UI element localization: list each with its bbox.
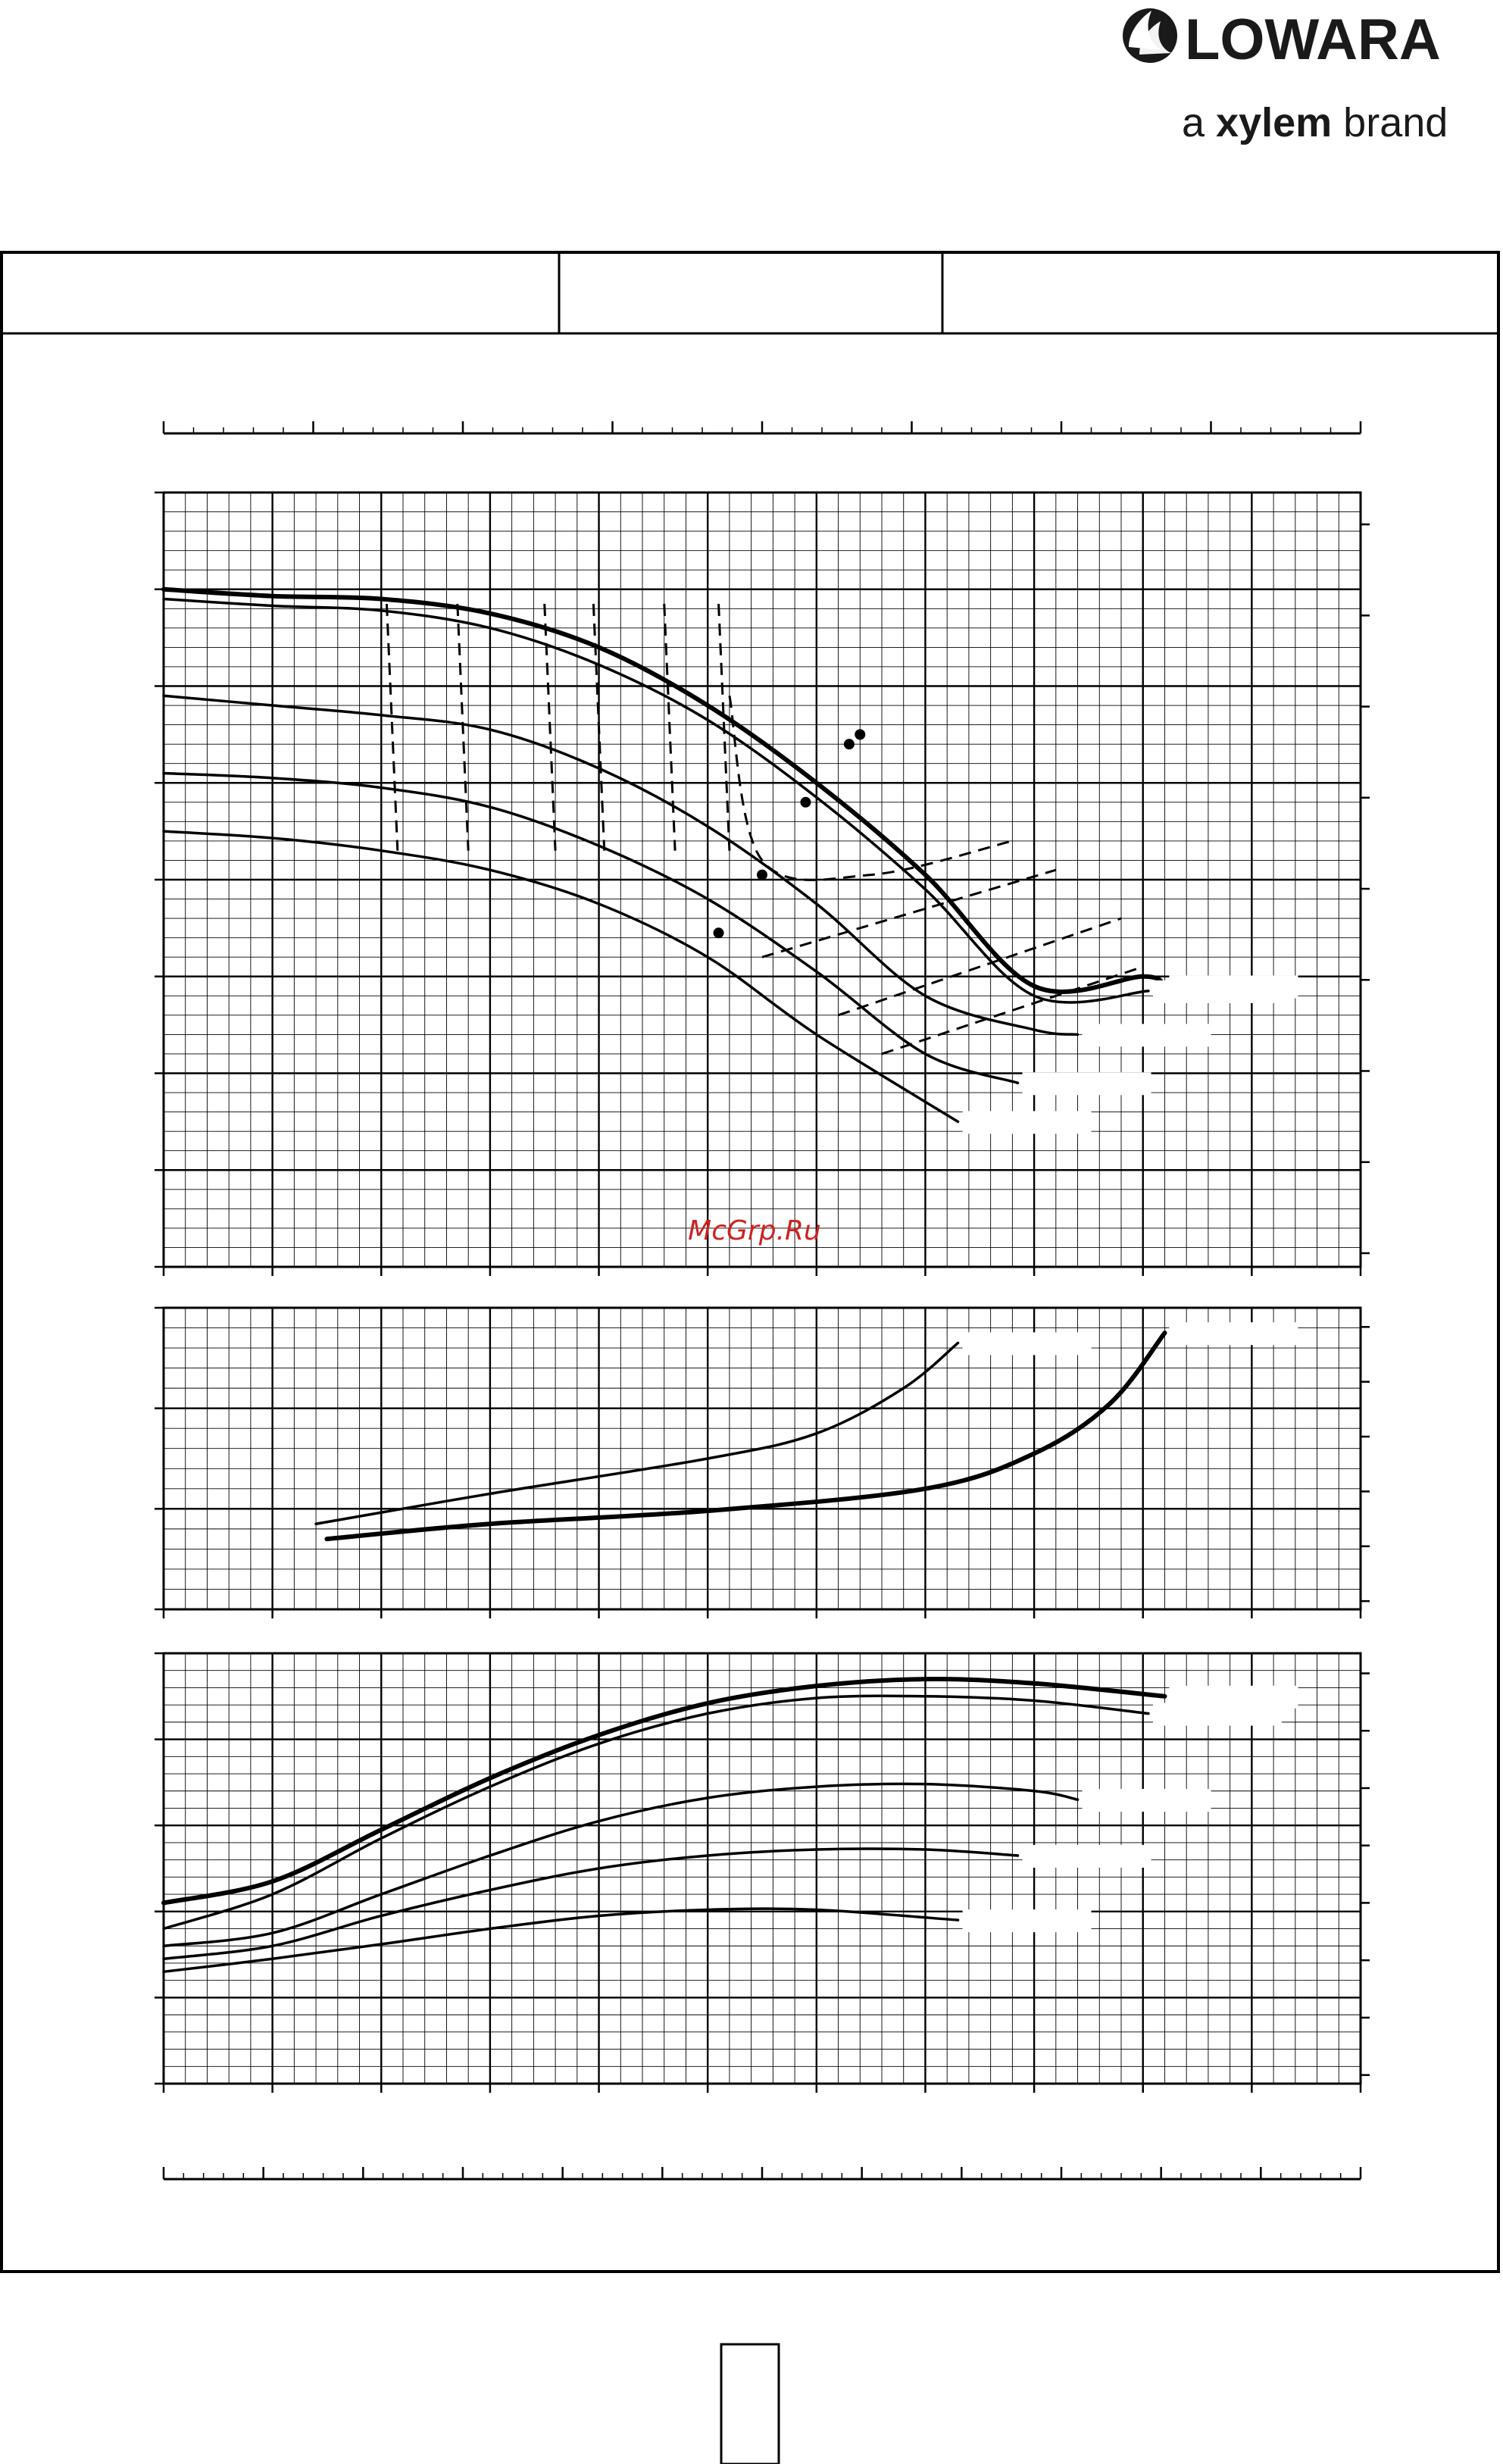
efficiency-iso-line [664,604,675,851]
series-label-plate [963,1111,1092,1134]
brand-tagline: a xylem brand [1182,100,1448,145]
series-line [164,1849,1018,1959]
duty-point-marker [844,739,855,749]
plot-border [164,1308,1361,1609]
npsh-tie-line [839,918,1121,1015]
npsh-tie-line [762,870,1056,957]
series-label-plate [1169,1322,1298,1345]
series-line [164,773,1018,1083]
series-label-plate [963,1332,1092,1355]
series-label-plate [1083,1024,1211,1046]
efficiency-iso-curve [730,696,1012,880]
brand-name: LOWARA [1185,8,1441,72]
duty-point-marker [714,927,724,938]
watermark: McGrp.Ru [688,1215,821,1246]
efficiency-iso-line [386,604,397,851]
duty-point-marker [800,797,811,808]
series-label-plate [1153,980,1282,1003]
series-label-plate [1083,1789,1211,1812]
power-chart [155,1653,1370,2093]
series-label-plate [1023,1845,1151,1868]
series-label-plate [963,1909,1092,1932]
npsh-chart [155,1308,1370,1618]
duty-point-marker [855,729,865,740]
bottom-x-scale [164,2167,1361,2179]
top-x-scale [164,421,1361,433]
series-line [164,1696,1148,1928]
head-chart [155,492,1370,1276]
efficiency-iso-line [545,604,555,851]
series-label-plate [1023,1072,1151,1095]
duty-point-marker [757,870,767,880]
series-label-plate [1153,1703,1282,1726]
series-line [164,599,1148,1002]
efficiency-iso-line [458,604,468,851]
series-line [164,1909,958,1972]
